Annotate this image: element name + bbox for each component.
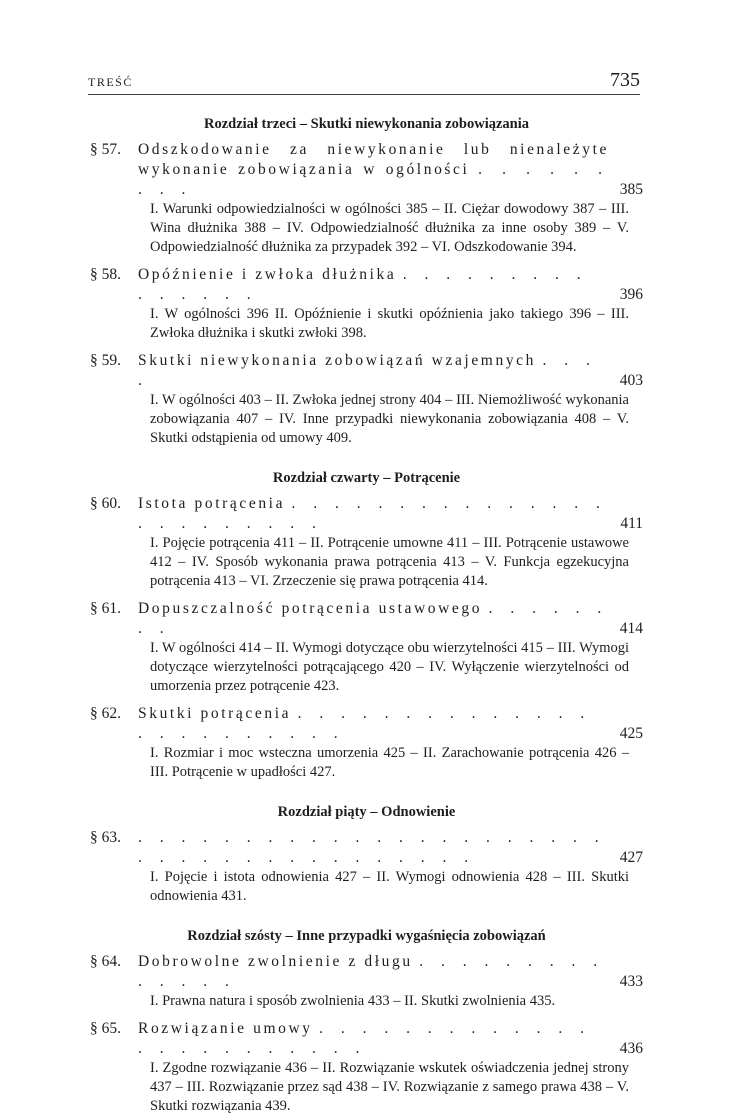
dot-leaders: . . . . . . . . [138, 600, 609, 637]
section-title [138, 599, 609, 639]
section-title [138, 952, 609, 992]
section-title-text: Odszkodowanie za niewykonanie lub nienależyte wykonanie zobowiązania w ogólności [138, 141, 609, 178]
dot-leaders: . . . . . . . . . . . . . . . . . . . . . . . . . . . . . . . . . . . . . . [138, 829, 606, 866]
toc-entry [90, 351, 643, 448]
section-number: § 57. [90, 141, 121, 158]
dot-leaders: . . . . . . . . . . . . . . . . . . . . . . . . [138, 1020, 591, 1057]
section-title-text: Dopuszczalność potrącenia ustawowego [138, 600, 483, 617]
section-subtopics: I. Pojęcie potrącenia 411 – II. Potrącenie umowne 411 – III. Potrącenie ustawowe 412 – IV. Sposób wykonania prawa potrącenia 413 – V. Funkcja egzekucyjna potrącenia 413 – VI. Zrzeczenie się prawa potrącenia 414. [150, 535, 629, 589]
section-title [138, 265, 609, 305]
section-page: 385 [619, 181, 643, 198]
dot-leaders: . . . . . . . . . [138, 161, 609, 198]
section-number: § 58. [90, 266, 121, 283]
chapter-spacer [90, 906, 643, 926]
page-number: 735 [610, 69, 640, 91]
chapter-spacer [90, 448, 643, 468]
toc-entry [90, 265, 643, 343]
section-number: § 59. [90, 352, 121, 369]
chapter-heading: Rozdział trzeci – Skutki niewykonania zobowiązania [203, 116, 530, 132]
section-title-text: Istota potrącenia [138, 495, 286, 512]
section-number: § 62. [90, 705, 121, 722]
section-page: 427 [619, 849, 643, 866]
section-title-text: Skutki potrącenia [138, 705, 292, 722]
section-title [138, 704, 609, 744]
toc-entry [90, 704, 643, 782]
dot-leaders: . . . . . . . . . . . . . . . [138, 266, 588, 303]
section-subtopics: I. Warunki odpowiedzialności w ogólności 385 – II. Ciężar dowodowy 387 – III. Wina dłużnika 388 – IV. Odpowiedzialność dłużnika za inne osoby 389 – V. Odpowiedzialność dłużnika za przypadek 392 – VI. Odszkodowanie 394. [150, 201, 629, 255]
section-page: 436 [619, 1040, 643, 1057]
section-title-text: Opóźnienie i zwłoka dłużnika [138, 266, 397, 283]
chapter-heading: Rozdział szósty – Inne przypadki wygaśnięcia zobowiązań [187, 928, 546, 944]
section-subtopics: I. W ogólności 414 – II. Wymogi dotyczące obu wierzytelności 415 – III. Wymogi dotyczące wierzytelności potrącającego 420 – IV. Wyłączenie wierzytelności od umorzenia przez potrącenie 423. [150, 640, 629, 694]
section-page: 411 [620, 515, 643, 532]
section-title [138, 351, 609, 391]
chapter-spacer [90, 782, 643, 802]
section-number: § 61. [90, 600, 121, 617]
section-subtopics: I. W ogólności 396 II. Opóźnienie i skutki opóźnienia jako takiego 396 – III. Zwłoka dłużnika i skutki zwłoki 398. [150, 306, 629, 341]
section-title [138, 1019, 609, 1059]
section-subtopics: I. Pojęcie i istota odnowienia 427 – II. Wymogi odnowienia 428 – III. Skutki odnowienia 431. [150, 869, 629, 904]
section-title-text: Rozwiązanie umowy [138, 1020, 313, 1037]
dot-leaders: . . . . . . . . . . . . . . [138, 953, 605, 990]
section-number: § 63. [90, 829, 121, 846]
section-title-text: Dobrowolne zwolnienie z długu [138, 953, 413, 970]
dot-leaders: . . . . . . . . . . . . . . . . . . . . . . . . [138, 705, 592, 742]
toc-entry [90, 140, 643, 257]
section-number: § 60. [90, 495, 121, 512]
section-number: § 65. [90, 1020, 121, 1037]
dot-leaders: . . . . . . . . . . . . . . . . . . . . . . . . [138, 495, 607, 532]
dot-leaders: . . . . [138, 352, 597, 389]
running-head-title: TREŚĆ [88, 75, 133, 89]
toc-entry [90, 1019, 643, 1116]
section-page: 403 [619, 372, 643, 389]
table-of-contents [90, 114, 643, 1116]
section-page: 433 [619, 973, 643, 990]
chapter-heading: Rozdział piąty – Odnowienie [277, 804, 456, 820]
section-title [138, 828, 609, 868]
section-subtopics: I. W ogólności 403 – II. Zwłoka jednej strony 404 – III. Niemożliwość wykonania zobowiązania 407 – IV. Inne przypadki niewykonania zobowiązania 408 – V. Skutki odstąpienia od umowy 409. [150, 392, 629, 446]
toc-entry [90, 828, 643, 906]
section-title [138, 494, 609, 534]
section-subtopics: I. Rozmiar i moc wsteczna umorzenia 425 – II. Zarachowanie potrącenia 426 – III. Potrącenie w upadłości 427. [150, 745, 629, 780]
chapter-heading: Rozdział czwarty – Potrącenie [272, 470, 461, 486]
section-page: 425 [619, 725, 643, 742]
running-head [88, 66, 640, 95]
section-number: § 64. [90, 953, 121, 970]
section-page: 396 [619, 286, 643, 303]
section-title-text: Skutki niewykonania zobowiązań wzajemnych [138, 352, 536, 369]
section-subtopics: I. Zgodne rozwiązanie 436 – II. Rozwiązanie wskutek oświadczenia jednej strony 437 – III. Rozwiązanie przez sąd 438 – IV. Rozwiązanie z samego prawa 438 – V. Skutki rozwiązania 439. [150, 1060, 629, 1114]
toc-entry [90, 494, 643, 591]
toc-entry [90, 599, 643, 696]
section-page: 414 [619, 620, 643, 637]
section-title [138, 140, 609, 200]
section-subtopics: I. Prawna natura i sposób zwolnienia 433 – II. Skutki zwolnienia 435. [150, 993, 556, 1009]
toc-entry [90, 952, 643, 1011]
